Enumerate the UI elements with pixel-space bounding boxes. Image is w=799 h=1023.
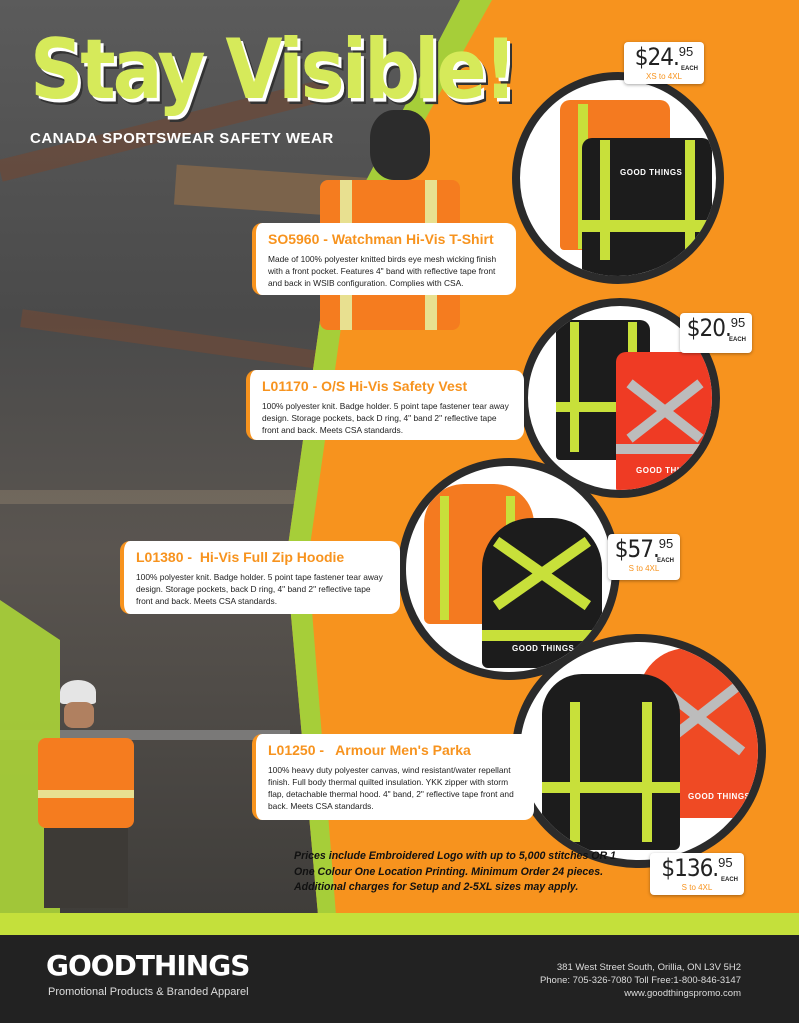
product-title: L01170 - O/S Hi-Vis Safety Vest: [262, 378, 468, 394]
band: [542, 782, 680, 793]
price-cents: 95: [718, 855, 733, 870]
black-parka: [542, 674, 680, 850]
phone: Phone: 705-326-7080 Toll Free:1-800-846-3147: [539, 975, 741, 986]
company-tagline: Promotional Products & Branded Apparel: [48, 986, 249, 998]
address: 381 West Street South, Orillia, ON L3V 5H2: [556, 962, 741, 973]
price-dollars: $136.: [661, 854, 719, 882]
garment-logo: GOOD THINGS: [512, 644, 575, 653]
price-cents: 95: [730, 315, 746, 330]
price-each: EACH: [720, 877, 738, 883]
product-card-vest: [246, 370, 524, 440]
size-range: S to 4XL: [681, 883, 713, 892]
worker-pants: [44, 828, 128, 908]
garment-logo: GOOD THINGS: [688, 792, 751, 801]
product-image-parka: [512, 634, 766, 868]
reflective-band: [616, 444, 714, 454]
headline: Stay Visible!: [30, 22, 515, 119]
band: [582, 220, 712, 232]
garment-logo: GOOD THINGS: [636, 466, 699, 475]
price-tag-tshirt: [624, 42, 704, 84]
worker-bottom: [30, 680, 150, 910]
hard-hat: [60, 680, 96, 704]
product-description: 100% polyester knit. Badge holder. 5 point tape fastener tear away design. Storage pockets, back D ring, 4" band 2" reflective tape front and back. Meets CSA standards.: [262, 401, 509, 435]
product-description: 100% polyester knit. Badge holder. 5 point tape fastener tear away design. Storage pockets, back D ring, 4" band 2" reflective tape front and back. Meets CSA standards.: [136, 572, 383, 606]
price-cents: 95: [678, 44, 694, 59]
band: [482, 630, 602, 641]
website-link[interactable]: www.goodthingspromo.com: [624, 988, 741, 999]
construction-beam: [0, 490, 300, 504]
price-dollars: $20.: [686, 314, 731, 342]
worker-top: [300, 110, 470, 510]
price-each: EACH: [656, 558, 674, 564]
product-image-tshirt: [512, 72, 724, 284]
subheadline: CANADA SPORTSWEAR SAFETY WEAR: [30, 130, 334, 147]
reflective-strip: [38, 790, 134, 798]
band: [685, 140, 695, 260]
product-title: L01380 - Hi-Vis Full Zip Hoodie: [136, 549, 345, 565]
price-tag-vest: [680, 313, 752, 353]
product-description: 100% heavy duty polyester canvas, wind resistant/water repellant finish. Full body thermal quilted insulation. YKK zipper with storm flap, detachable thermal hood. 4" band, 2" reflective tape front and back. Meets CSA standards.: [268, 765, 514, 811]
product-title: SO5960 - Watchman Hi-Vis T-Shirt: [268, 231, 494, 247]
band: [440, 496, 449, 620]
size-range: S to 4XL: [628, 564, 660, 573]
price-dollars: $57.: [614, 535, 659, 563]
size-range: XS to 4XL: [645, 72, 683, 81]
band: [642, 702, 652, 842]
worker-face: [64, 702, 94, 728]
band: [570, 702, 580, 842]
band: [600, 140, 610, 260]
contact-info: [540, 961, 741, 1000]
garment-logo: GOOD THINGS: [620, 168, 683, 177]
worker-vest: [38, 738, 134, 828]
bottom-green-bar: [0, 913, 799, 935]
price-each: EACH: [728, 337, 746, 343]
price-tag-hoodie: [608, 534, 680, 580]
product-card-parka: [252, 734, 534, 820]
price-tag-parka: [650, 853, 744, 895]
band: [570, 322, 579, 452]
price-dollars: $24.: [634, 43, 679, 71]
pricing-disclaimer: Prices include Embroidered Logo with up to 5,000 stitches OR 1 One Colour One Location Printing. Minimum Order 24 pieces. Additional charges for Setup and 2-5XL sizes may apply.: [294, 850, 617, 893]
company-logo: GOODTHINGS: [46, 949, 250, 982]
price-cents: 95: [658, 536, 674, 551]
product-card-hoodie: [120, 541, 400, 614]
welding-mask: [370, 110, 430, 180]
product-title: L01250 - Armour Men's Parka: [268, 742, 471, 758]
product-description: Made of 100% polyester knitted birds eye mesh wicking finish with a front pocket. Features 4" band with reflective tape front and back in WSIB configuration. Complies with CSA.: [268, 254, 497, 288]
price-each: EACH: [680, 66, 698, 72]
product-card-tshirt: [252, 223, 516, 295]
